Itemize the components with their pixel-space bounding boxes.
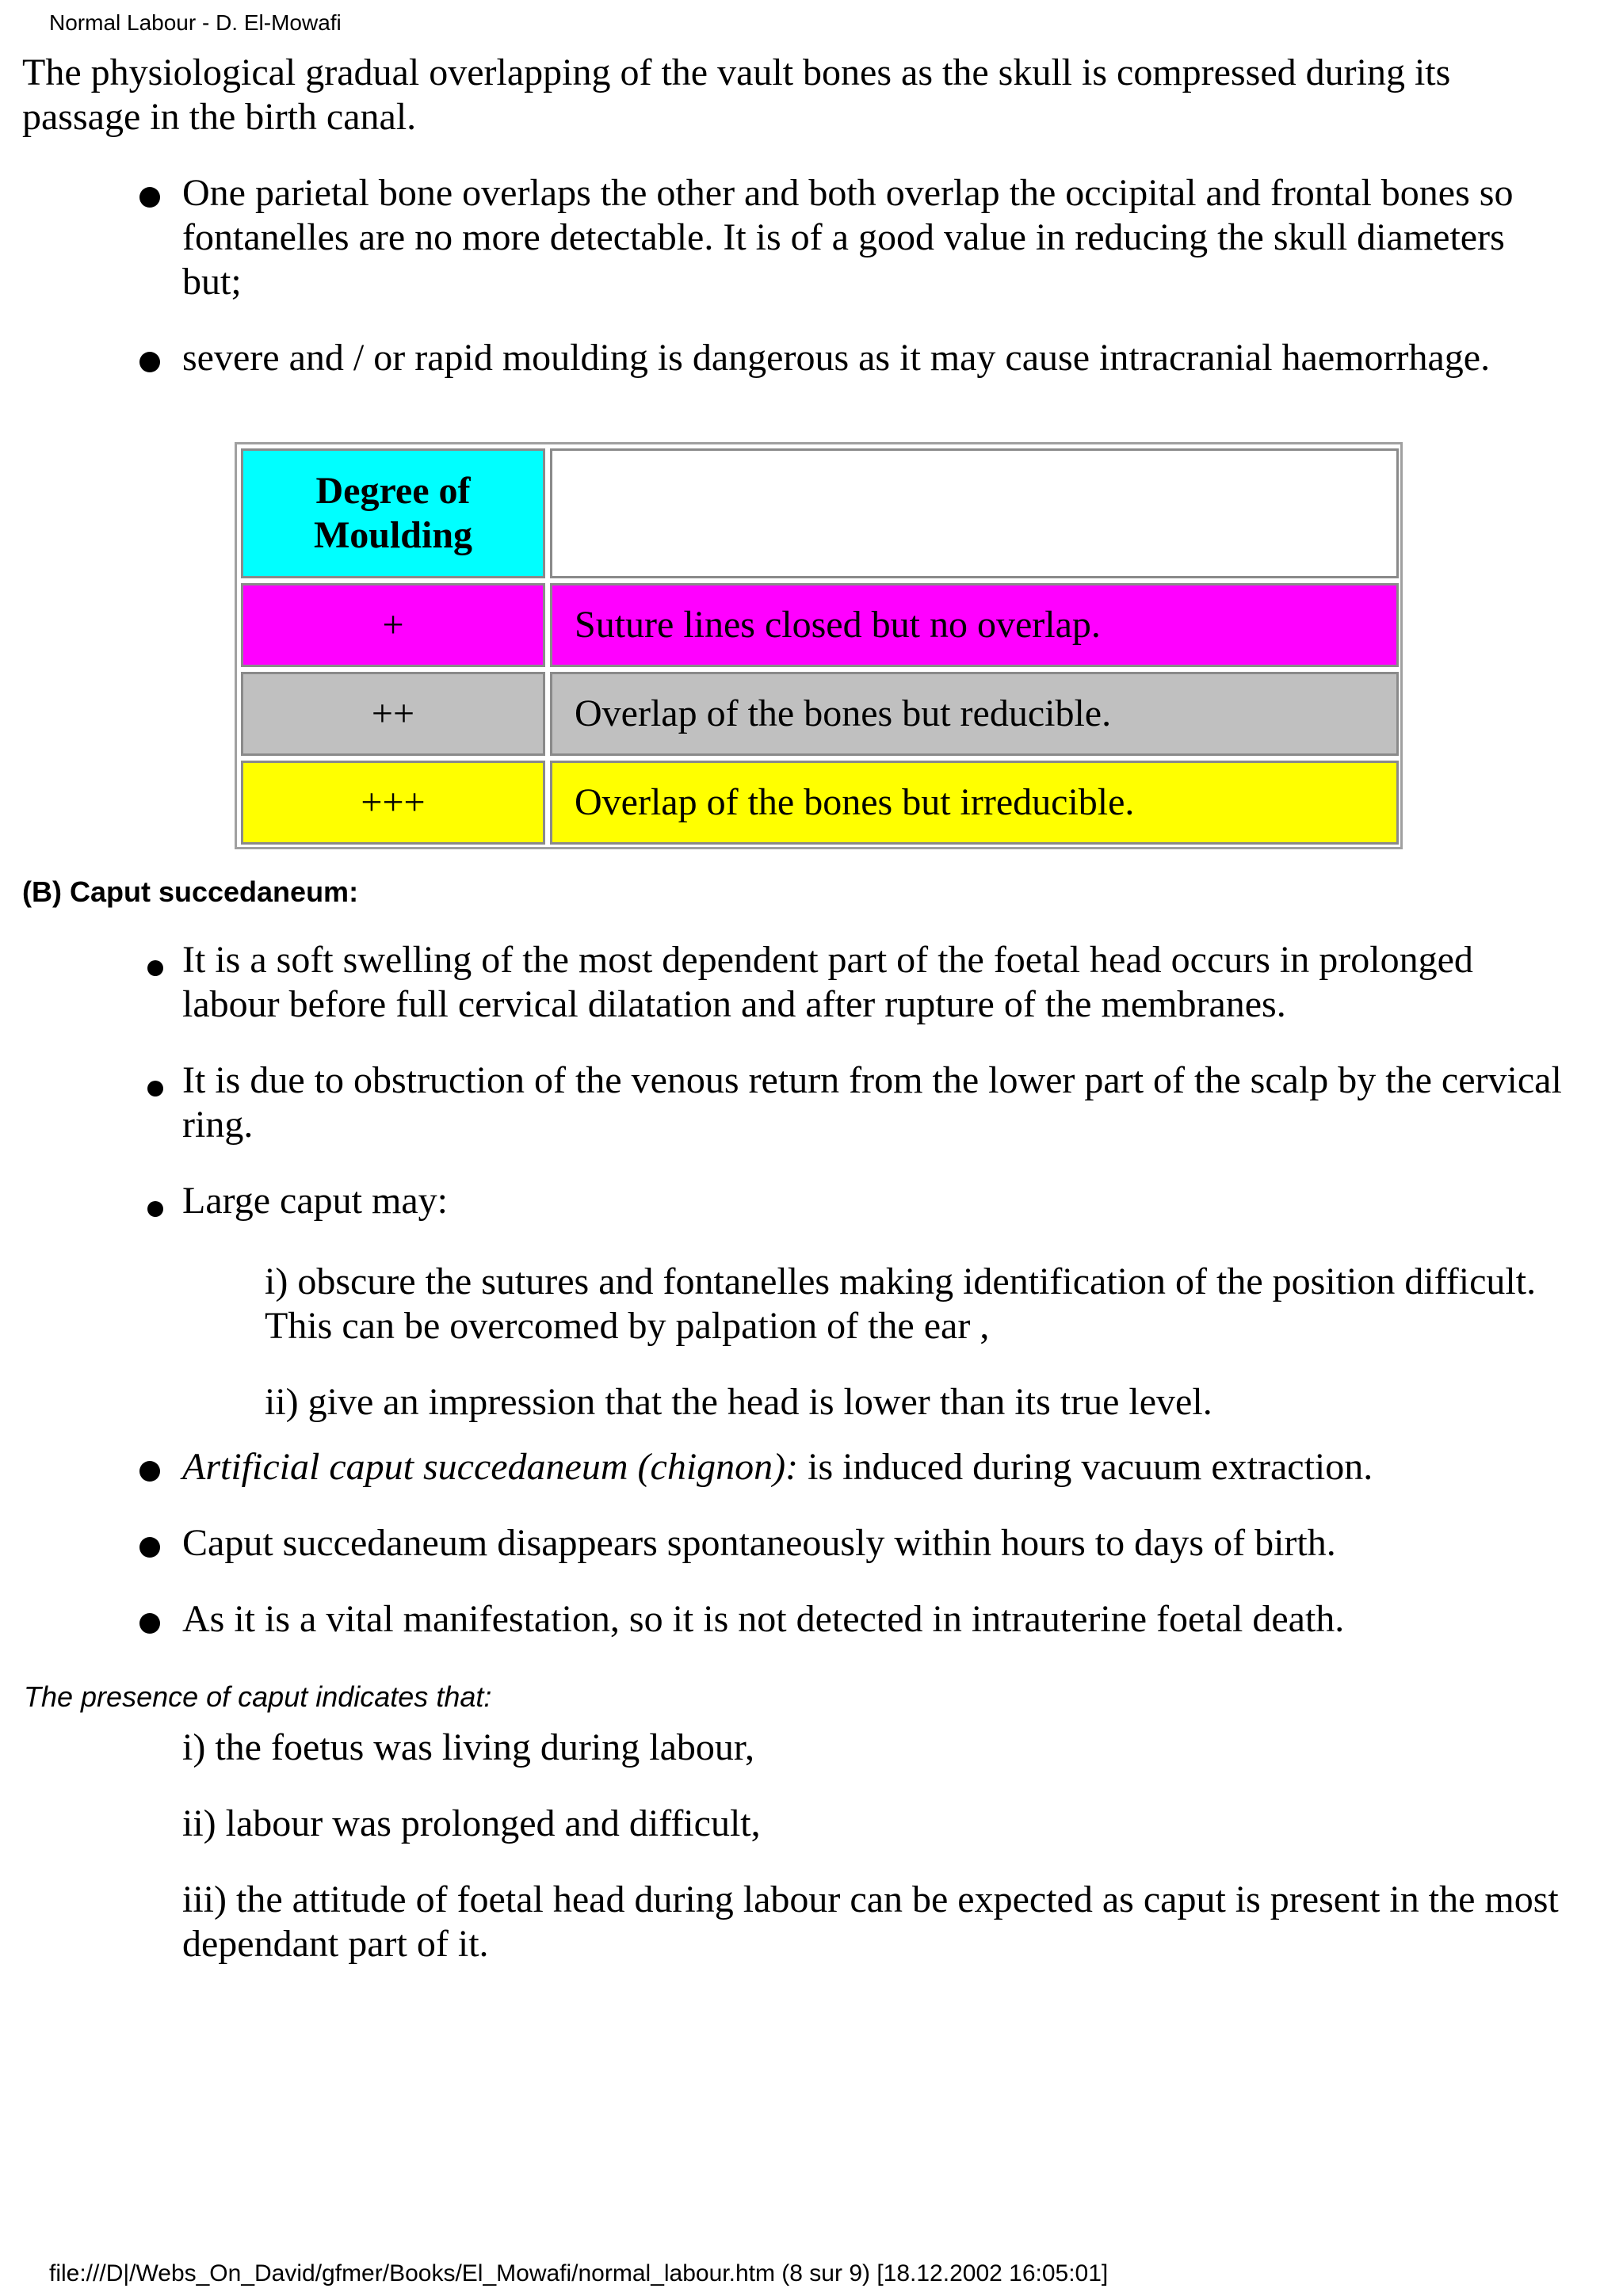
list-item-text: is induced during vacuum extraction.	[798, 1446, 1373, 1488]
section-heading-caput: (B) Caput succedaneum:	[22, 875, 359, 908]
page-footer-url: file:///D|/Webs_On_David/gfmer/Books/El_Mowafi/normal_labour.htm (8 sur 9) [18.12.2002 16:05:01]	[49, 2260, 1109, 2286]
sub-list-item: i) obscure the sutures and fontanelles making identification of the position difficult. This can be overcomed by palpation of the ear ,	[265, 1261, 1537, 1347]
list-item	[182, 1058, 1577, 1147]
list-item-text: severe and / or rapid moulding is dangerous as it may cause intracranial haemorrhage.	[182, 337, 1491, 379]
caput-more-points-list	[182, 1445, 1577, 1673]
large-caput-sub-list	[265, 1260, 1564, 1456]
moulding-definition: The physiological gradual overlapping of the vault bones as the skull is compressed during its passage in the birth canal.	[22, 51, 1451, 138]
page-header: Normal Labour - D. El-Mowafi	[49, 10, 342, 35]
bullet-icon	[147, 960, 163, 976]
list-item	[182, 938, 1577, 1027]
table-row-description: Suture lines closed but no overlap.	[550, 583, 1399, 667]
bullet-icon	[139, 1613, 160, 1634]
bullet-icon	[139, 352, 160, 372]
moulding-degree-table	[235, 442, 1403, 849]
table-row-description: Overlap of the bones but irreducible.	[550, 761, 1399, 845]
presence-item: ii) labour was prolonged and difficult,	[182, 1802, 761, 1844]
caput-points-list	[182, 938, 1577, 1255]
table-row-description: Overlap of the bones but reducible.	[550, 672, 1399, 756]
list-item-text: Caput succedaneum disappears spontaneously within hours to days of birth.	[182, 1522, 1336, 1564]
list-item	[182, 1445, 1577, 1489]
table-row-symbol: +++	[241, 761, 545, 845]
list-item	[182, 171, 1545, 304]
list-item-text: One parietal bone overlaps the other and both overlap the occipital and frontal bones so fontanelles are no more detectable. It is of a good value in reducing the skull diameters but;	[182, 172, 1514, 303]
bullet-icon	[147, 1201, 163, 1217]
list-item	[182, 1521, 1577, 1566]
bullet-icon	[139, 1461, 160, 1482]
presence-heading: The presence of caput indicates that:	[24, 1680, 492, 1713]
presence-list	[182, 1726, 1561, 1998]
sub-list-item: ii) give an impression that the head is lower than its true level.	[265, 1381, 1212, 1423]
list-item-text: As it is a vital manifestation, so it is not detected in intrauterine foetal death.	[182, 1598, 1345, 1640]
table-header-description	[550, 448, 1399, 578]
list-item	[182, 1597, 1577, 1642]
list-item	[182, 336, 1545, 380]
moulding-points-list	[182, 171, 1545, 412]
bullet-icon	[139, 1537, 160, 1558]
list-item-italic: Artificial caput succedaneum (chignon):	[182, 1446, 799, 1488]
list-item-text: It is due to obstruction of the venous return from the lower part of the scalp by the cervical ring.	[182, 1059, 1562, 1146]
bullet-icon	[139, 187, 160, 208]
table-row-symbol: +	[241, 583, 545, 667]
list-item	[182, 1179, 1577, 1223]
table-header-degree	[241, 448, 545, 578]
presence-item: i) the foetus was living during labour,	[182, 1726, 754, 1768]
table-row-symbol: ++	[241, 672, 545, 756]
list-item-text: Large caput may:	[182, 1180, 448, 1222]
table-header-label: Degree of Moulding	[313, 470, 473, 556]
presence-item: iii) the attitude of foetal head during labour can be expected as caput is present in the most dependant part of it.	[182, 1878, 1559, 1965]
list-item-text: It is a soft swelling of the most dependent part of the foetal head occurs in prolonged labour before full cervical dilatation and after rupture of the membranes.	[182, 939, 1473, 1025]
bullet-icon	[147, 1081, 163, 1097]
